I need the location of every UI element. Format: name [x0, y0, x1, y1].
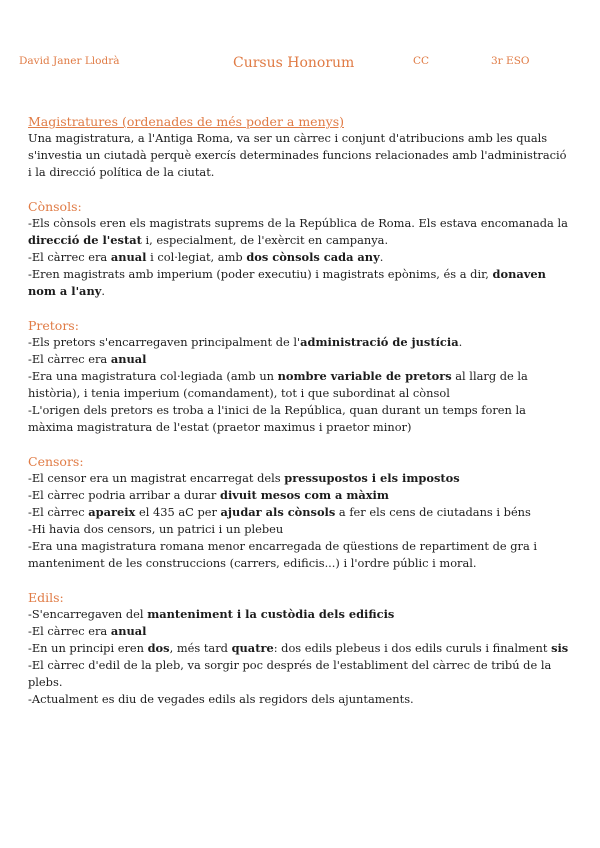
pretors-line-3: -Era una magistratura col·legiada (amb un nombre variable de pretors al llarg de la història), i tenia imperium (comandament), tot i que subordinat al cònsol: [28, 369, 528, 400]
section-consols: [28, 198, 573, 300]
section-pretors: [28, 317, 573, 436]
section-title-consols: Cònsols:: [28, 199, 82, 214]
censors-line-4: -Hi havia dos censors, un patrici i un plebeu: [28, 522, 284, 536]
censors-line-1: -El censor era un magistrat encarregat dels pressupostos i els impostos: [28, 471, 460, 485]
section-edils: [28, 589, 573, 708]
document-title: Cursus Honorum: [233, 55, 355, 71]
edils-line-5: -Actualment es diu de vegades edils als regidors dels ajuntaments.: [28, 692, 414, 706]
intro-heading: Magistratures (ordenades de més poder a menys): [28, 114, 344, 129]
edils-line-3: -En un principi eren dos, més tard quatre: dos edils plebeus i dos edils curuls i finalment sis: [28, 641, 569, 655]
edils-line-1: -S'encarregaven del manteniment i la custòdia dels edificis: [28, 607, 395, 621]
censors-line-3: -El càrrec apareix el 435 aC per ajudar als cònsols a fer els cens de ciutadans i béns: [28, 505, 531, 519]
pretors-line-2: -El càrrec era anual: [28, 352, 147, 366]
section-title-edils: Edils:: [28, 590, 64, 605]
document-body: [28, 113, 573, 708]
subject-label: CC: [413, 55, 430, 67]
edils-line-2: -El càrrec era anual: [28, 624, 147, 638]
edils-line-4: -El càrrec d'edil de la pleb, va sorgir poc després de l'establiment del càrrec de tribú de la plebs.: [28, 658, 552, 689]
consols-line-3: -Eren magistrats amb imperium (poder executiu) i magistrats epònims, és a dir, donaven nom a l'any.: [28, 267, 546, 298]
pretors-line-1: -Els pretors s'encarregaven principalment de l'administració de justícia.: [28, 335, 463, 349]
section-censors: [28, 453, 573, 572]
consols-line-2: -El càrrec era anual i col·legiat, amb dos cònsols cada any.: [28, 250, 384, 264]
intro-text: Una magistratura, a l'Antiga Roma, va ser un càrrec i conjunt d'atribucions amb les quals s'investia un ciutadà perquè exercís determinades funcions relacionades amb l'administració i la direcció política de la ciutat.: [28, 131, 567, 179]
section-title-pretors: Pretors:: [28, 318, 79, 333]
censors-line-5: -Era una magistratura romana menor encarregada de qüestions de repartiment de gra i manteniment de les construccions (carrers, edificis...) i l'ordre públic i moral.: [28, 539, 538, 570]
consols-line-1: -Els cònsols eren els magistrats suprems de la República de Roma. Els estava encomanada la direcció de l'estat i, especialment, de l'exèrcit en campanya.: [28, 216, 568, 247]
author-name: David Janer Llodrà: [19, 55, 120, 67]
pretors-line-4: -L'origen dels pretors es troba a l'inici de la República, quan durant un temps foren la màxima magistratura de l'estat (praetor maximus i praetor minor): [28, 403, 526, 434]
censors-line-2: -El càrrec podria arribar a durar divuit mesos com a màxim: [28, 488, 389, 502]
section-title-censors: Censors:: [28, 454, 84, 469]
course-label: 3r ESO: [491, 55, 530, 67]
